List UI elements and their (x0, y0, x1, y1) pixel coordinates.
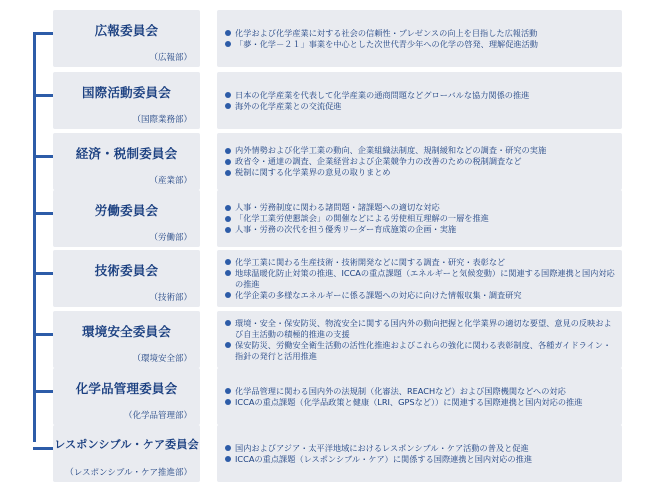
activity-item: 化学企業の多様なエネルギーに係る課題への対応に向けた情報収集・調査研究 (225, 290, 618, 301)
committee-name: 環境安全委員会 (82, 324, 171, 339)
activity-box (217, 72, 622, 129)
activity-item: 人事・労務制度に関わる諸問題・諸課題への適切な対応 (225, 202, 618, 213)
activity-box (217, 10, 622, 67)
activity-box (217, 368, 622, 425)
activity-list (225, 425, 618, 482)
committee-box (53, 311, 200, 368)
department-label: （環境安全部） (132, 354, 192, 364)
activity-item: 化学工業に関わる生産技術・技術開発などに関する調査・研究・表彰など (225, 257, 618, 268)
activity-item: 税制に関する化学業界の意見の取りまとめ (225, 167, 618, 178)
committee-row (0, 10, 650, 67)
committee-name: 技術委員会 (94, 263, 159, 278)
department-label: （労働部） (149, 233, 192, 243)
committee-box (53, 10, 200, 67)
committee-name: 化学品管理委員会 (75, 381, 178, 396)
committee-row (0, 190, 650, 247)
activity-list (225, 368, 618, 425)
activity-box (217, 425, 622, 482)
department-label: （国際業務部） (132, 115, 192, 125)
activity-item: 日本の化学産業を代表して化学産業の通商問題などグローバルな協力関係の推進 (225, 90, 618, 101)
activity-list (225, 311, 618, 368)
committee-row (0, 425, 650, 482)
committee-row (0, 72, 650, 129)
activity-item: 人事・労務の次代を担う優秀リーダー育成施策の企画・実施 (225, 224, 618, 235)
activity-item: 化学および化学産業に対する社会の信頼性・プレゼンスの向上を目指した広報活動 (225, 28, 618, 39)
activity-list (225, 250, 618, 307)
committee-box (53, 190, 200, 247)
activity-list (225, 190, 618, 247)
activity-list (225, 72, 618, 129)
activity-item: ICCAの重点課題（レスポンシブル・ケア）に関係する国際連携と国内対応の推進 (225, 454, 618, 465)
activity-list (225, 133, 618, 190)
department-label: （技術部） (149, 293, 192, 303)
activity-item: 海外の化学産業との交流促進 (225, 101, 618, 112)
committee-box (53, 425, 200, 482)
activity-item: 「化学工業労使懇談会」の開催などによる労使相互理解の一層を推進 (225, 213, 618, 224)
department-label: （産業部） (149, 176, 192, 186)
committee-row (0, 250, 650, 307)
activity-item: ICCAの重点課題（化学品政策と健康（LRI、GPSなど））に関連する国際連携と国内対応の推進 (225, 397, 618, 408)
activity-item: 化学品管理に関わる国内外の法規制（化審法、REACHなど）および国際機関などへの対応 (225, 386, 618, 397)
department-label: （レスポンシブル・ケア推進部） (65, 468, 192, 478)
committee-name: 広報委員会 (94, 23, 159, 38)
activity-item: 国内およびアジア・太平洋地域におけるレスポンシブル・ケア活動の普及と促進 (225, 443, 618, 454)
activity-list (225, 10, 618, 67)
activity-item: 内外情勢および化学工業の動向、企業組織法制度、規制緩和などの調査・研究の実施 (225, 145, 618, 156)
department-label: （化学品管理部） (123, 411, 192, 421)
committee-row (0, 368, 650, 425)
activity-item: 政省令・通達の調査、企業経営および企業競争力の改善のための税制調査など (225, 156, 618, 167)
activity-item: 保安防災、労働安全衛生活動の活性化推進およびこれらの強化に関わる表彰制度、各種ガイドライン・指針の発行と活用推進 (225, 340, 618, 362)
activity-item: 環境・安全・保安防災、物流安全に関する国内外の動向把握と化学業界の適切な要望、意見の反映および自主活動の積極的推進の支援 (225, 318, 618, 340)
activity-box (217, 133, 622, 190)
committee-box (53, 72, 200, 129)
committee-box (53, 250, 200, 307)
activity-box (217, 311, 622, 368)
committee-box (53, 368, 200, 425)
committee-row (0, 133, 650, 190)
activity-box (217, 190, 622, 247)
activity-item: 地球温暖化防止対策の推進、ICCAの重点課題（エネルギーと気候変動）に関連する国際連携と国内対応の推進 (225, 268, 618, 290)
department-label: （広報部） (149, 53, 192, 63)
committee-box (53, 133, 200, 190)
committee-name: 労働委員会 (94, 203, 159, 218)
committee-name: レスポンシブル・ケア委員会 (54, 438, 199, 451)
committee-row (0, 311, 650, 368)
activity-box (217, 250, 622, 307)
activity-item: 「夢・化学－２１」事業を中心とした次世代青少年への化学の啓発、理解促進活動 (225, 39, 618, 50)
committee-name: 国際活動委員会 (82, 85, 171, 100)
committee-name: 経済・税制委員会 (75, 146, 178, 161)
